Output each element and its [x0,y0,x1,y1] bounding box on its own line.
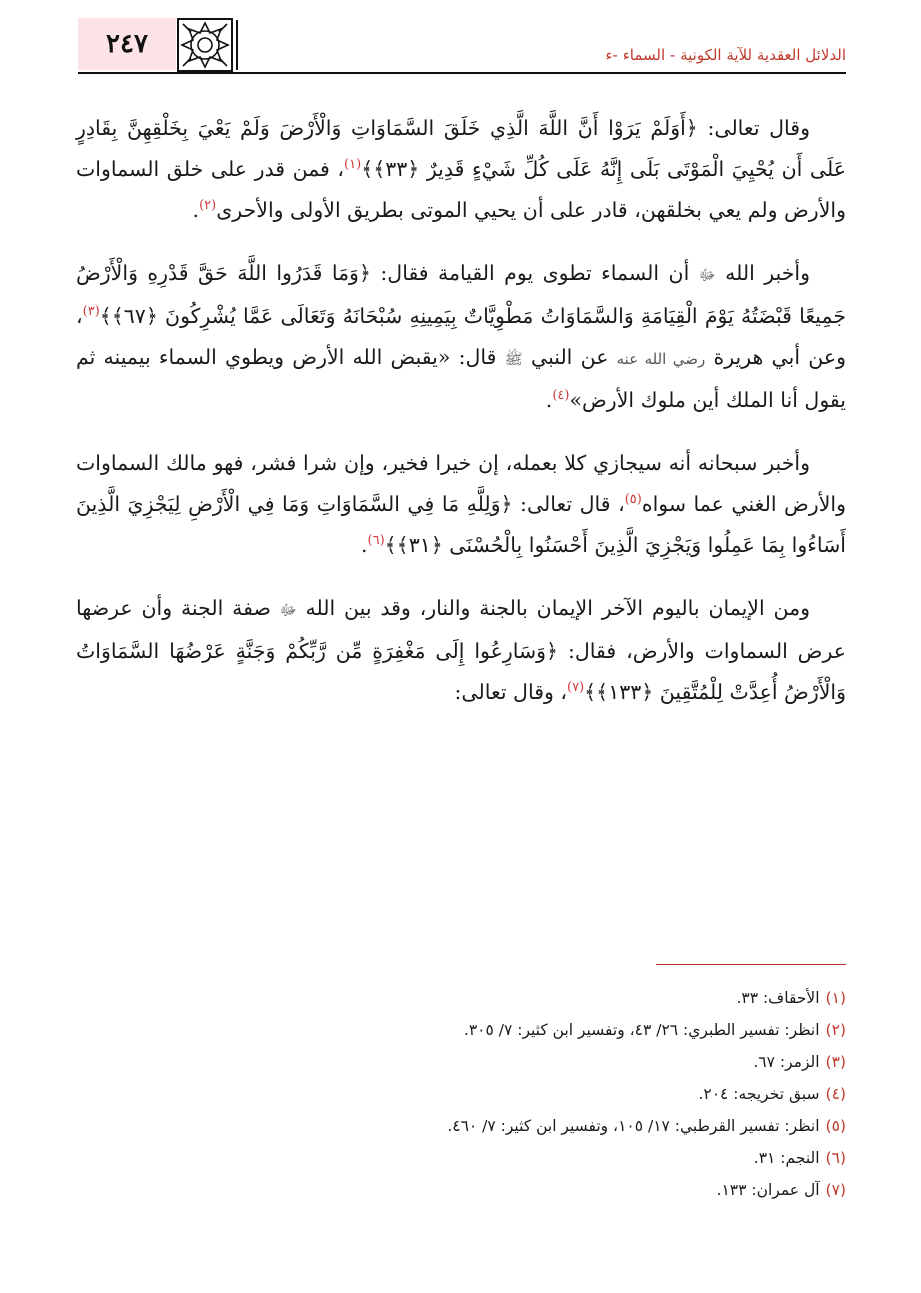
footnote-separator [656,964,846,965]
text-span: صفة الجنة وأن عرضها عرض السماوات والأرض، فقال: [76,596,846,663]
footnote-text: الزمر: ٦٧. [753,1053,820,1071]
footnote-text: النجم: ٣١. [753,1149,820,1167]
footnote-number: (٦) [825,1149,846,1167]
footnote [76,1142,846,1174]
paragraph-4 [76,588,846,713]
footnote [76,1078,846,1110]
text-span: ، وقال تعالى: [454,680,568,704]
page-number: ٢٤٧ [78,18,176,70]
quran-verse: ﴿وَمَا قَدَرُوا اللَّهَ حَقَّ قَدْرِهِ وَالْأَرْضُ جَمِيعًا قَبْضَتُهُ يَوْمَ الْقِيَامَةِ وَالسَّمَاوَاتُ مَطْوِيَّاتٌ بِيَمِينِهِ سُبْحَانَهُ وَتَعَالَى عَمَّا يُشْرِكُونَ ﴿٦٧﴾﴾ [76,261,846,328]
body-text [76,108,846,713]
footnote [76,1110,846,1142]
text-span: ، فمن قدر على خلق السماوات والأرض ولم يعي بخلقهن، قادر على أن يحيي الموتى بطريق الأولى والأحرى [76,157,846,222]
footnote-number: (٢) [825,1021,846,1039]
footnote [76,1174,846,1206]
honorific: ﷻ [279,601,297,619]
text-span: وقال تعالى: [697,116,810,140]
honorific: رضي الله عنه [616,350,706,368]
footnote-number: (٧) [825,1181,846,1199]
quran-verse: ﴿أَوَلَمْ يَرَوْا أَنَّ اللَّهَ الَّذِي خَلَقَ السَّمَاوَاتِ وَالْأَرْضَ وَلَمْ يَعْيَ بِخَلْقِهِنَّ بِقَادِرٍ عَلَى أَن يُحْيِيَ الْمَوْتَى بَلَى إِنَّهُ عَلَى كُلِّ شَيْءٍ قَدِيرٌ ﴿٣٣﴾﴾ [76,116,846,181]
footnote-text: انظر: تفسير القرطبي: ١٧/ ١٠٥، وتفسير ابن كثير: ٧/ ٤٦٠. [447,1117,820,1135]
header-divider [236,20,238,70]
text-span: عن النبي [522,345,617,369]
footnote-number: (١) [825,989,846,1007]
footnote-text: الأحقاف: ٣٣. [736,989,820,1007]
text-span: وأخبر الله [715,261,810,285]
running-title: الدلائل العقدية للآية الكونية - السماء -ء [605,46,846,64]
footnote-number: (٥) [825,1117,846,1135]
paragraph-2 [76,253,846,421]
page-header [78,18,846,74]
text-span: . [545,388,553,412]
paragraph-3 [76,443,846,566]
honorific: ﷻ [698,266,716,284]
footnote-ref[interactable]: (٧) [567,680,585,696]
text-span: ومن الإيمان باليوم الآخر الإيمان بالجنة والنار، وقد بين الله [296,596,810,620]
footnote-text: انظر: تفسير الطبري: ٢٦/ ٤٣، وتفسير ابن كثير: ٧/ ٣٠٥. [463,1021,820,1039]
footnote-ref[interactable]: (٥) [624,492,642,508]
footnote-ref[interactable]: (٢) [199,198,217,214]
footnote-ref[interactable]: (١) [344,157,362,173]
text-span: ، قال تعالى: [512,492,625,516]
honorific: ﷺ [504,350,523,368]
footnote [76,1014,846,1046]
footnote-number: (٤) [825,1085,846,1103]
ornament-icon [177,18,233,72]
text-span: أن السماء تطوى يوم القيامة فقال: [370,261,699,285]
text-span: . [192,198,200,222]
text-span: ، وعن أبي هريرة [76,304,846,369]
quran-verse: ﴿وَسَارِعُوا إِلَى مَغْفِرَةٍ مِّن رَّبِّكُمْ وَجَنَّةٍ عَرْضُهَا السَّمَاوَاتُ وَالْأَرْضُ أُعِدَّتْ لِلْمُتَّقِينَ ﴿١٣٣﴾﴾ [76,639,846,704]
footnote-ref[interactable]: (٤) [552,388,570,404]
footnote-text: آل عمران: ١٣٣. [716,1181,820,1199]
paragraph-1 [76,108,846,231]
footnote-ref[interactable]: (٦) [367,533,385,549]
footnote [76,1046,846,1078]
footnote-ref[interactable]: (٣) [82,304,100,320]
text-span: قال: «يقبض الله الأرض ويطوي السماء بيمينه ثم يقول أنا الملك أين ملوك الأرض» [76,345,846,412]
header-rule [78,72,846,74]
footnote-text: سبق تخريجه: ٢٠٤. [698,1085,820,1103]
text-span: وأخبر سبحانه أنه سيجازي كلا بعمله، إن خيرا فخير، وإن شرا فشر، فهو مالك السماوات والأرض الغني عما سواه [76,451,846,516]
footnote-number: (٣) [825,1053,846,1071]
quran-verse: ﴿وَلِلَّهِ مَا فِي السَّمَاوَاتِ وَمَا فِي الْأَرْضِ لِيَجْزِيَ الَّذِينَ أَسَاءُوا بِمَا عَمِلُوا وَيَجْزِيَ الَّذِينَ أَحْسَنُوا بِالْحُسْنَى ﴿٣١﴾﴾ [76,492,846,557]
text-span: . [361,533,368,557]
footnotes [76,982,846,1206]
footnote [76,982,846,1014]
